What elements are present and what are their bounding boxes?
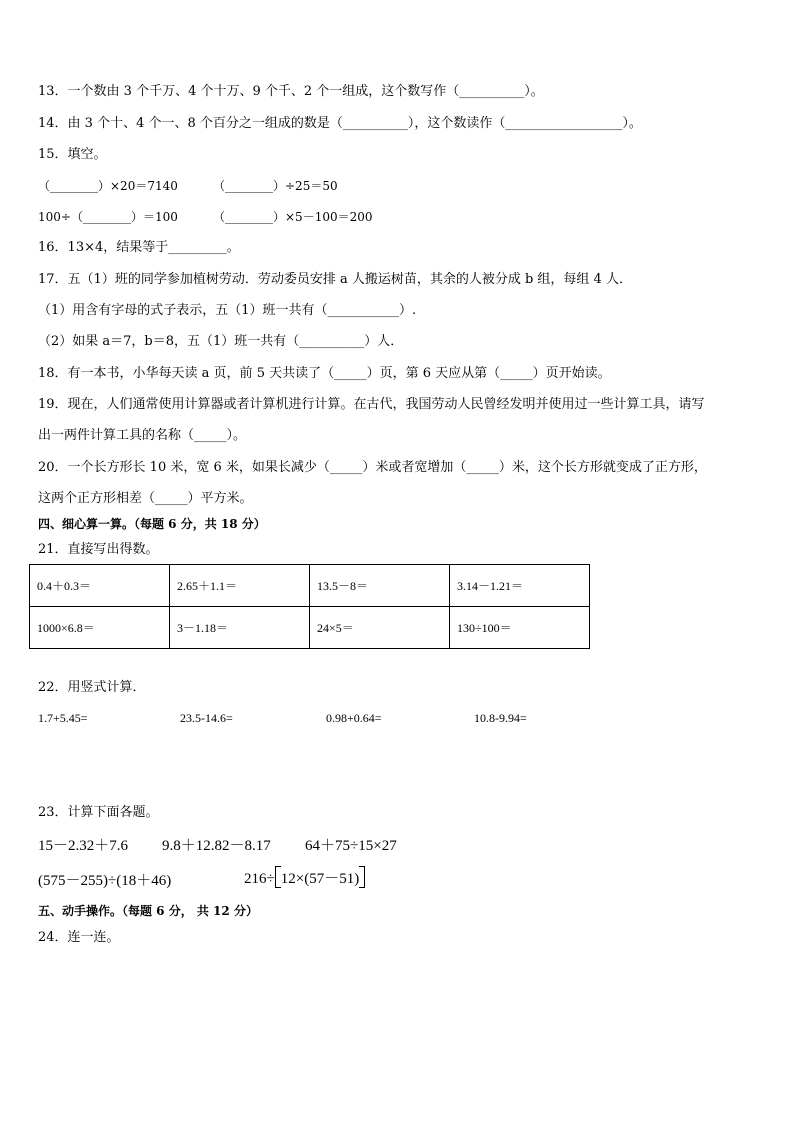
right-bracket — [359, 866, 365, 888]
table-cell: 3－1.18＝ — [170, 607, 310, 649]
table-cell: 0.4＋0.3＝ — [30, 565, 170, 607]
question-15: 15．填空。 — [38, 147, 107, 162]
table-row — [30, 565, 590, 607]
section-4-heading: 四、细心算一算。（每题 6 分，共 18 分） — [38, 517, 266, 531]
question-15-item-2: （________）÷25＝50 — [213, 179, 338, 193]
question-23: 23．计算下面各题。 — [38, 805, 159, 820]
question-19-line-2: 出一两件计算工具的名称（_____）。 — [38, 428, 247, 443]
question-15-item-3: 100÷（________）＝100 — [38, 210, 178, 224]
question-21: 21．直接写出得数。 — [38, 542, 159, 557]
q23-expression-5 — [244, 866, 365, 888]
question-15-item-1: （________）×20＝7140 — [38, 179, 178, 193]
q22-item: 10.8-9.94= — [474, 711, 527, 725]
question-20-line-1: 20．一个长方形长 10 米，宽 6 米，如果长减少（_____）米或者宽增加（_____）米，这个长方形就变成了正方形， — [38, 460, 707, 475]
question-14: 14．由 3 个十、4 个一、8 个百分之一组成的数是（__________），这个数读作（__________________）。 — [38, 116, 642, 131]
q22-item: 1.7+5.45= — [38, 711, 88, 725]
question-19-line-1: 19．现在，人们通常使用计算器或者计算机进行计算。在古代，我国劳动人民曾经发明并使用过一些计算工具，请写 — [38, 397, 705, 412]
expression-prefix: 216÷ — [244, 871, 275, 887]
question-24: 24．连一连。 — [38, 930, 120, 945]
question-22: 22．用竖式计算． — [38, 680, 146, 695]
question-15-item-4: （________）×5－100＝200 — [213, 210, 373, 224]
q22-item: 23.5-14.6= — [180, 711, 233, 725]
q23-expression: 9.8＋12.82－8.17 — [162, 838, 271, 854]
table-row — [30, 607, 590, 649]
expression-inner: 12×(57－51) — [280, 871, 360, 887]
table-cell: 2.65＋1.1＝ — [170, 565, 310, 607]
section-5-heading: 五、动手操作。（每题 6 分， 共 12 分） — [38, 904, 258, 918]
q22-item: 0.98+0.64= — [326, 711, 382, 725]
question-13: 13．一个数由 3 个千万、4 个十万、9 个千、2 个一组成，这个数写作（__________）。 — [38, 84, 544, 99]
question-16: 16．13×4，结果等于_________。 — [38, 240, 240, 255]
table-cell: 13.5－8＝ — [310, 565, 450, 607]
q23-expression: 64＋75÷15×27 — [305, 838, 397, 854]
q23-expression: 15－2.32＋7.6 — [38, 838, 129, 854]
q23-expression: (575－255)÷(18＋46) — [38, 873, 172, 889]
table-cell: 130÷100＝ — [450, 607, 590, 649]
question-20-line-2: 这两个正方形相差（_____）平方米。 — [38, 491, 253, 506]
table-cell: 3.14－1.21＝ — [450, 565, 590, 607]
question-18: 18．有一本书，小华每天读 a 页，前 5 天共读了（_____）页，第 6 天应从第（_____）页开始读。 — [38, 366, 611, 381]
q21-table — [29, 564, 590, 649]
question-17: 17．五（1）班的同学参加植树劳动．劳动委员安排 a 人搬运树苗，其余的人被分成 b 组，每组 4 人． — [38, 272, 632, 287]
table-cell: 1000×6.8＝ — [30, 607, 170, 649]
question-17-part-1: （1）用含有字母的式子表示，五（1）班一共有（___________）. — [38, 303, 417, 318]
question-17-part-2: （2）如果 a＝7，b＝8，五（1）班一共有（__________）人． — [38, 334, 404, 349]
table-cell: 24×5＝ — [310, 607, 450, 649]
